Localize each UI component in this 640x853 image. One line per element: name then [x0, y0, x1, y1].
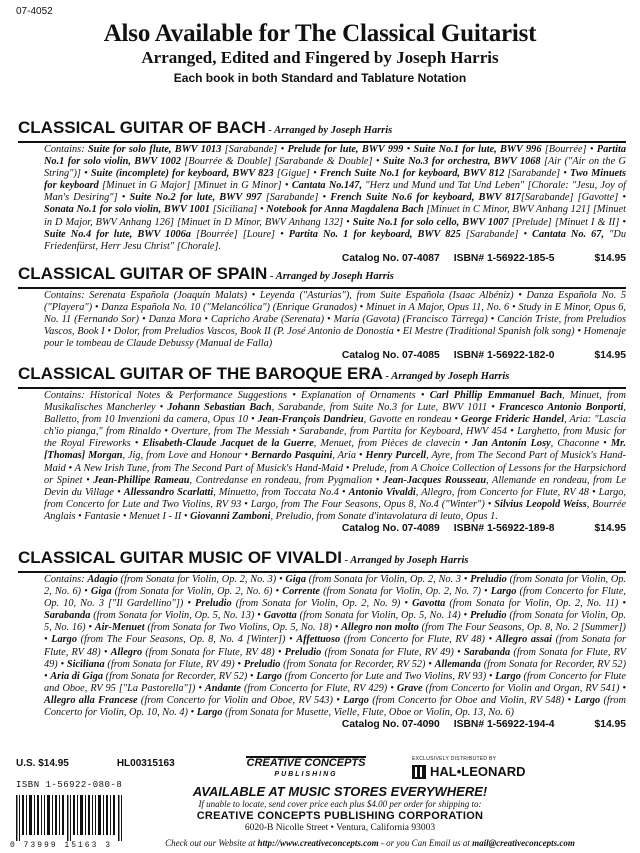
contents-text: Adagio (from Sonata for Violin, Op. 2, No. 3) • Giga (from Sonata for Violin, Op. 2, No. 3 • Preludio (from Sonata for Violin, Op. 2, No. 6) • Giga (from Sonata for Violin, Op. 2, No. 6) • Corrente (from Sonata for Violin, Op. 2, No. 7) • Largo (from Concerto for Flute, Op. 10, No. 3 ["Il Gardellino"]) • Preludio (from Sonata for Violin, Op. 2, No. 9) • Gavotta (from Sonata for Violin, Op. 2, No. 11) • Sarabanda (from Sonata for Violin, Op. 5, No. 13) • Gavotta (from Sonata for Violin, Op. 5, No. 14) • Preludio (from Sonata for Violin, Op. 5, No. 16) • Air-Menuet (from Sonata for Two Violins, Op. 5, No. 18) • Allegro non molto (from The Four Seasons, Op. 8, No. 2 [Summer]) • Largo (from The Four Seasons, Op. 8, No. 4 [Winter]) • Affettuoso (from Concerto for Flute, RV 48) • Allegro assai (from Sonata for Flute, RV 48) • Allegro (from Sonata for Flute, RV 48) • Preludio (from Sonata for Flute, RV 49) • Sarabanda (from Sonata for Flute, RV 49) • Siciliana (from Sonata for Flute, RV 49) • Preludio (from Sonata for Recorder, RV 52) • Allemanda (from Sonata for Recorder, RV 52) • Aria di Giga (from Sonata for Recorder, RV 52) • Largo (from Concerto for Lute and Two Violins, RV 93) • Largo (from Concerto for Flute and Oboe, RV 95 ["La Pastorella"]) • Andante (from Concerto for Flute, RV 429) • Grave (from Concerto for Violin and Organ, RV 541) • Allegro alla Francese (from Concerto for Violin and Oboe, RV 543) • Largo (from Concerto for Oboe and Violin, RV 548) • Largo (from Concerto for Violin, Op. 10, No. 4) • Largo (from Sonata for Musette, Vielle, Flute, Oboe or Violin, Op. 13, No. 6): [44, 574, 627, 719]
book-contents: [18, 574, 626, 719]
book-section-bach: [18, 118, 626, 265]
email-prefix: - or you Can Email us at: [378, 838, 473, 848]
cc-logo-sub: PUBLISHING: [274, 771, 338, 778]
isbn-number: ISBN# 1-56922-194-4: [453, 719, 555, 731]
contents-text: Serenata Española (Joaquín Malats) • Leyenda ("Asturias"), from Suite Española (Isaac Albéniz) • Danza Española No. 5 ("Playera") • Danza Española No. 10 ("Melancólica") (Enrique Granados) • Minuet in A Major, Opus 11, No. 6 • Study in E Minor, Opus 6, No. 11 (Fernando Sor) • Danza Mora • Capricho Arabe (Serenata) • María (Gavota) (Francisco Tárrega) • Canción Triste, from Preludios Vascos, Book I • Dolor, from Preludios Vascos, Book II (P. José Antonio de Donostía • El Mestre (Traditional Spanish folk song) • Homenaje pour le tombeau de Claude Debussy (Manual de Falla): [44, 290, 626, 350]
catalog-number: Catalog No. 07-4090: [341, 719, 440, 731]
unable-text: If unable to locate, send cover price each plus $4.00 per order for shipping to:: [198, 799, 482, 809]
book-title-text: CLASSICAL GUITAR OF THE BAROQUE ERA: [18, 364, 383, 383]
footer: [150, 784, 530, 834]
barcode-digits: 0 73999 15163 3: [10, 841, 113, 850]
book-title: [18, 548, 626, 570]
page-title: Also Available for The Classical Guitarist: [103, 20, 537, 47]
isbn-number: ISBN# 1-56922-189-8: [453, 523, 555, 535]
book-title: [18, 364, 626, 386]
barcode: [16, 795, 126, 841]
book-arranger: - Arranged by Joseph Harris: [341, 555, 469, 566]
notation-note: Each book in both Standard and Tablature Notation: [173, 71, 467, 85]
page-subtitle: Arranged, Edited and Fingered by Joseph Harris: [141, 48, 499, 67]
book-price: $14.95: [594, 523, 626, 535]
book-title-text: CLASSICAL GUITAR OF SPAIN: [18, 264, 268, 283]
book-price: $14.95: [594, 719, 626, 731]
book-price: $14.95: [594, 350, 626, 362]
hl-code: HL00315163: [116, 758, 175, 769]
distributed-by: EXCLUSIVELY DISTRIBUTED BY: [412, 756, 497, 762]
contents-text: Historical Notes & Performance Suggestions • Explanation of Ornaments • Carl Phillip Emmanuel Bach, Minuet, from Musikalisches Mancherley • Johann Sebastian Bach, Sarabande, from Suite No.3 for Lute, BWV 1011 • Francesco Antonio Bonporti, Balletto, from 10 Invenzioni da camera, Opus 10 • Jean-François Dandrieu, Gavotte en rondeau • George Frideric Handel, Aria: "Lascia ch'io pianga," from Rinaldo • Overture, from The Messiah • Sarabande, from Partita for Keyboard, HWV 454 • Larghetto, from Music for the Royal Fireworks • Elisabeth-Claude Jacquet de la Guerre, Menuet, from Pièces de clavecin • Jan Antonín Losy, Chaconne • Mr. [Thomas] Morgan, Jig, from Love and Honour • Bernardo Pasquini, Aria • Henry Purcell, Ayre, from The Second Part of Musick's Hand-Maid • A New Irish Tune, from The Second Part of Musick's Hand-Maid • Prelude, from A Choice Collection of Lessons for the Harpsichord or Spinet • Jean-Phillipe Rameau, Contredanse en rondeau, from Pygmalion • Jean-Jacques Rousseau, Allemande en rondeau, from Le Devin du Village • Allessandro Scarlatti, Minuetto, from Toccata No.4 • Antonio Vivaldi, Allegro, from Concerto for Flute, RV 48 • Largo, from Concerto for Lute and Two Violins, RV 93 • Largo, from The Four Seasons, Opus 8, No.4 ("Winter") • Silvius Leopold Weiss, Bourrée Anglais • Fantasie • Menuet I - II • Giovanni Zamboni, Preludio, from Sonate d'intavolatura di leuto, Opus 1.: [44, 390, 626, 522]
book-contents: [18, 290, 626, 350]
hal-leonard-text: HAL•LEONARD: [430, 764, 526, 779]
catalog-line: [18, 523, 626, 535]
contains-label: Contains:: [44, 144, 85, 155]
web-line: [130, 838, 610, 848]
title-rule: [18, 287, 626, 289]
title-rule: [18, 387, 626, 389]
book-title-text: CLASSICAL GUITAR OF BACH: [18, 118, 266, 137]
web-prefix: Check out our Website at: [165, 838, 258, 848]
catalog-number: Catalog No. 07-4085: [341, 350, 440, 362]
catalog-code: 07-4052: [16, 6, 53, 17]
book-contents: [18, 390, 626, 523]
book-arranger: - Arranged by Joseph Harris: [265, 125, 393, 136]
book-price: $14.95: [594, 252, 626, 264]
book-arranger: - Arranged by Joseph Harris: [382, 371, 510, 382]
hal-leonard-icon: [412, 765, 426, 779]
contents-text: Suite for solo flute, BWV 1013 [Sarabande] • Prelude for lute, BWV 999 • Suite No.1 for lute, BWV 996 [Bourrée] • Partita No.1 for solo violin, BWV 1002 [Bourrée & Double] [Sarabande & Double] • Suite No.3 for orchestra, BWV 1068 [Air ("Air on the G String")] • Suite (incomplete) for keyboard, BWV 823 [Gigue] • French Suite No.1 for keyboard, BWV 812 [Sarabande] • Two Minuets for keyboard [Minuet in G Major] [Minuet in G Minor] • Cantata No.147, "Herz und Mund und Tat Und Leben" [Chorale: "Jesu, Joy of Man's Desiring"] • Suite No.2 for lute, BWV 997 [Sarabande] • French Suite No.6 for keyboard, BWV 817[Sarabande] [Gavotte] • Sonata No.1 for solo violin, BWV 1001 [Siciliana] • Notebook for Anna Magdalena Bach [Minuet in C Minor, BWV Anhang 121] [Minuet in D Major, BWV Anhang 126] [Minuet in D Minor, BWV Anhang 132] • Suite No.1 for solo cello, BWV 1007 [Prelude] [Minuet I & II] • Suite No.4 for lute, BWV 1006a [Bourrée] [Loure] • Partita No. 1 for keyboard, BWV 825 [Sarabande] • Cantata No. 67, "Du Friedenfürst, Herr Jesu Christ" [Chorale].: [44, 144, 626, 252]
book-section-spain: [18, 264, 626, 362]
book-section-baroque: [18, 364, 626, 535]
available-text: AVAILABLE AT MUSIC STORES EVERYWHERE!: [192, 784, 488, 799]
catalog-line: [18, 350, 626, 362]
catalog-number: Catalog No. 07-4087: [341, 252, 440, 264]
company-name: CREATIVE CONCEPTS PUBLISHING CORPORATION: [196, 810, 484, 822]
page-header: [0, 20, 640, 86]
contains-label: Contains:: [44, 290, 85, 301]
catalog-number: Catalog No. 07-4089: [341, 523, 440, 535]
contains-label: Contains:: [44, 390, 85, 401]
book-title-text: CLASSICAL GUITAR MUSIC OF VIVALDI: [18, 548, 342, 567]
hal-leonard-logo: [412, 756, 542, 779]
book-contents: [18, 144, 626, 253]
contains-label: Contains:: [44, 574, 85, 585]
website-link[interactable]: http://www.creativeconcepts.com: [257, 838, 379, 848]
title-rule: [18, 141, 626, 143]
isbn-number: ISBN# 1-56922-182-0: [453, 350, 555, 362]
company-address: 6020-B Nicolle Street • Ventura, California 93003: [244, 823, 436, 833]
book-title: [18, 118, 626, 140]
creative-concepts-logo: [246, 756, 366, 778]
cc-logo-text: CREATIVE CONCEPTS: [246, 757, 366, 769]
book-title: [18, 264, 626, 286]
isbn-small: ISBN 1-56922-080-8: [16, 780, 123, 790]
email-link[interactable]: mail@creativeconcepts.com: [472, 838, 575, 848]
isbn-number: ISBN# 1-56922-185-5: [453, 252, 555, 264]
book-arranger: - Arranged by Joseph Harris: [267, 271, 394, 282]
title-rule: [18, 571, 626, 573]
book-section-vivaldi: [18, 548, 626, 731]
catalog-line: [18, 719, 626, 731]
us-price: U.S. $14.95: [16, 758, 69, 769]
